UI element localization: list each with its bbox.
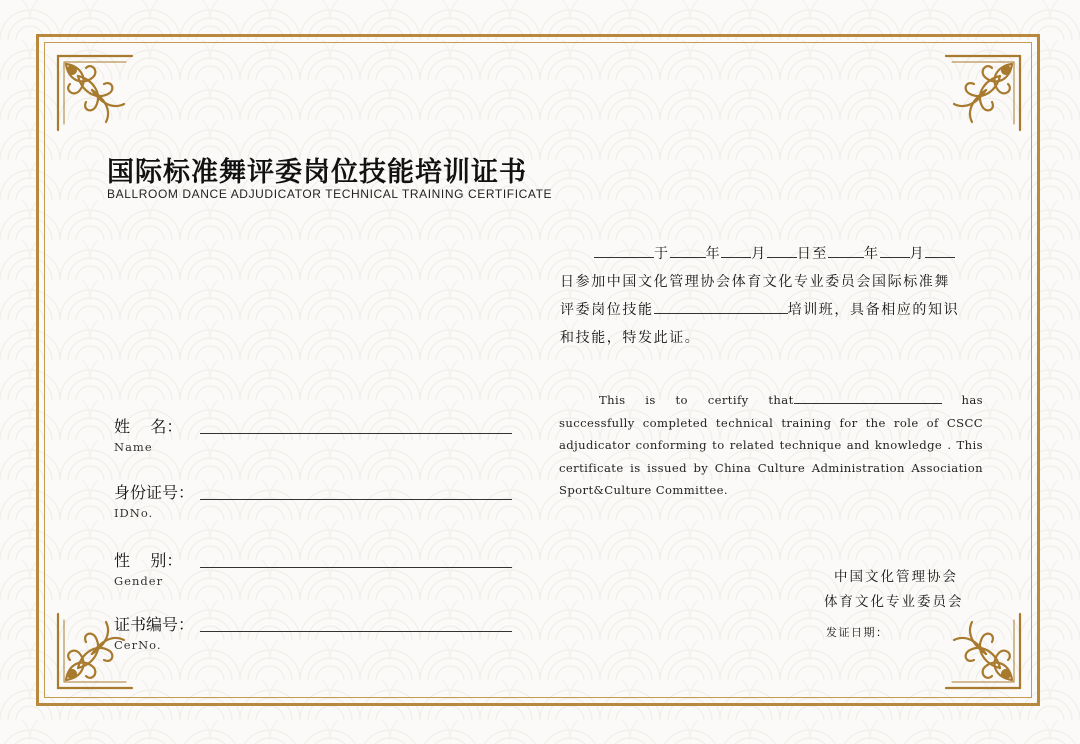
statement-cn-line4: 和技能，特发此证。 xyxy=(560,330,701,346)
id-label-en: IDNo. xyxy=(114,506,154,520)
month-text: 月 xyxy=(909,246,926,262)
statement-cn-line3 xyxy=(560,296,982,324)
month-text: 月 xyxy=(751,246,767,262)
name-label-en: Name xyxy=(114,440,153,454)
day-to-text: 日至 xyxy=(796,246,829,262)
name-fill-line xyxy=(794,391,942,404)
cert-no-label-cn: 证书编号： xyxy=(114,615,195,634)
fill-line xyxy=(925,243,955,258)
issuer-line1: 中国文化管理协会 xyxy=(834,569,958,585)
statement-cn-line2: 日参加中国文化管理协会体育文化专业委员会国际标准舞 xyxy=(560,274,950,290)
cert-no-label-en: CerNo. xyxy=(114,638,162,652)
corner-ornament-icon xyxy=(940,608,1026,694)
issue-date-label: 发证日期： xyxy=(826,626,889,639)
statement-en-intro: This is to certify that xyxy=(599,393,794,407)
fill-line xyxy=(670,243,706,258)
id-label-cn: 身份证号： xyxy=(114,483,195,502)
yu-text: 于 xyxy=(654,246,670,262)
gender-label-cn: 性 别： xyxy=(114,551,183,570)
statement-cn xyxy=(560,240,982,352)
cert-no-fill-line xyxy=(200,631,512,632)
certificate-title-cn: 国际标准舞评委岗位技能培训证书 xyxy=(107,157,527,188)
fill-line xyxy=(721,243,751,258)
gender-label-en: Gender xyxy=(114,574,164,588)
name-label-cn: 姓 名： xyxy=(114,417,183,436)
issuer-line2: 体育文化专业委员会 xyxy=(824,594,964,610)
statement-en-body: has successfully completed technical training for the role of CSCC adjudicator conforming to related technique and knowledge . This certificate is issued by China Culture Administration Association Sport&Culture Committee. xyxy=(559,393,983,497)
certificate-title-en: BALLROOM DANCE ADJUDICATOR TECHNICAL TRAINING CERTIFICATE xyxy=(107,187,553,201)
year-text: 年 xyxy=(705,246,722,262)
corner-ornament-icon xyxy=(940,50,1026,136)
fill-line xyxy=(828,243,864,258)
course-prefix-text: 评委岗位技能 xyxy=(560,302,654,318)
fill-line xyxy=(880,243,910,258)
course-fill-line xyxy=(654,299,788,314)
statement-en xyxy=(559,389,983,502)
statement-cn-line1 xyxy=(560,240,982,268)
id-fill-line xyxy=(200,499,512,500)
year-text: 年 xyxy=(864,246,880,262)
fill-line xyxy=(594,243,654,258)
fill-line xyxy=(767,243,797,258)
name-fill-line xyxy=(200,433,512,434)
course-suffix-text: 培训班，具备相应的知识 xyxy=(787,302,960,318)
corner-ornament-icon xyxy=(52,50,138,136)
gender-fill-line xyxy=(200,567,512,568)
